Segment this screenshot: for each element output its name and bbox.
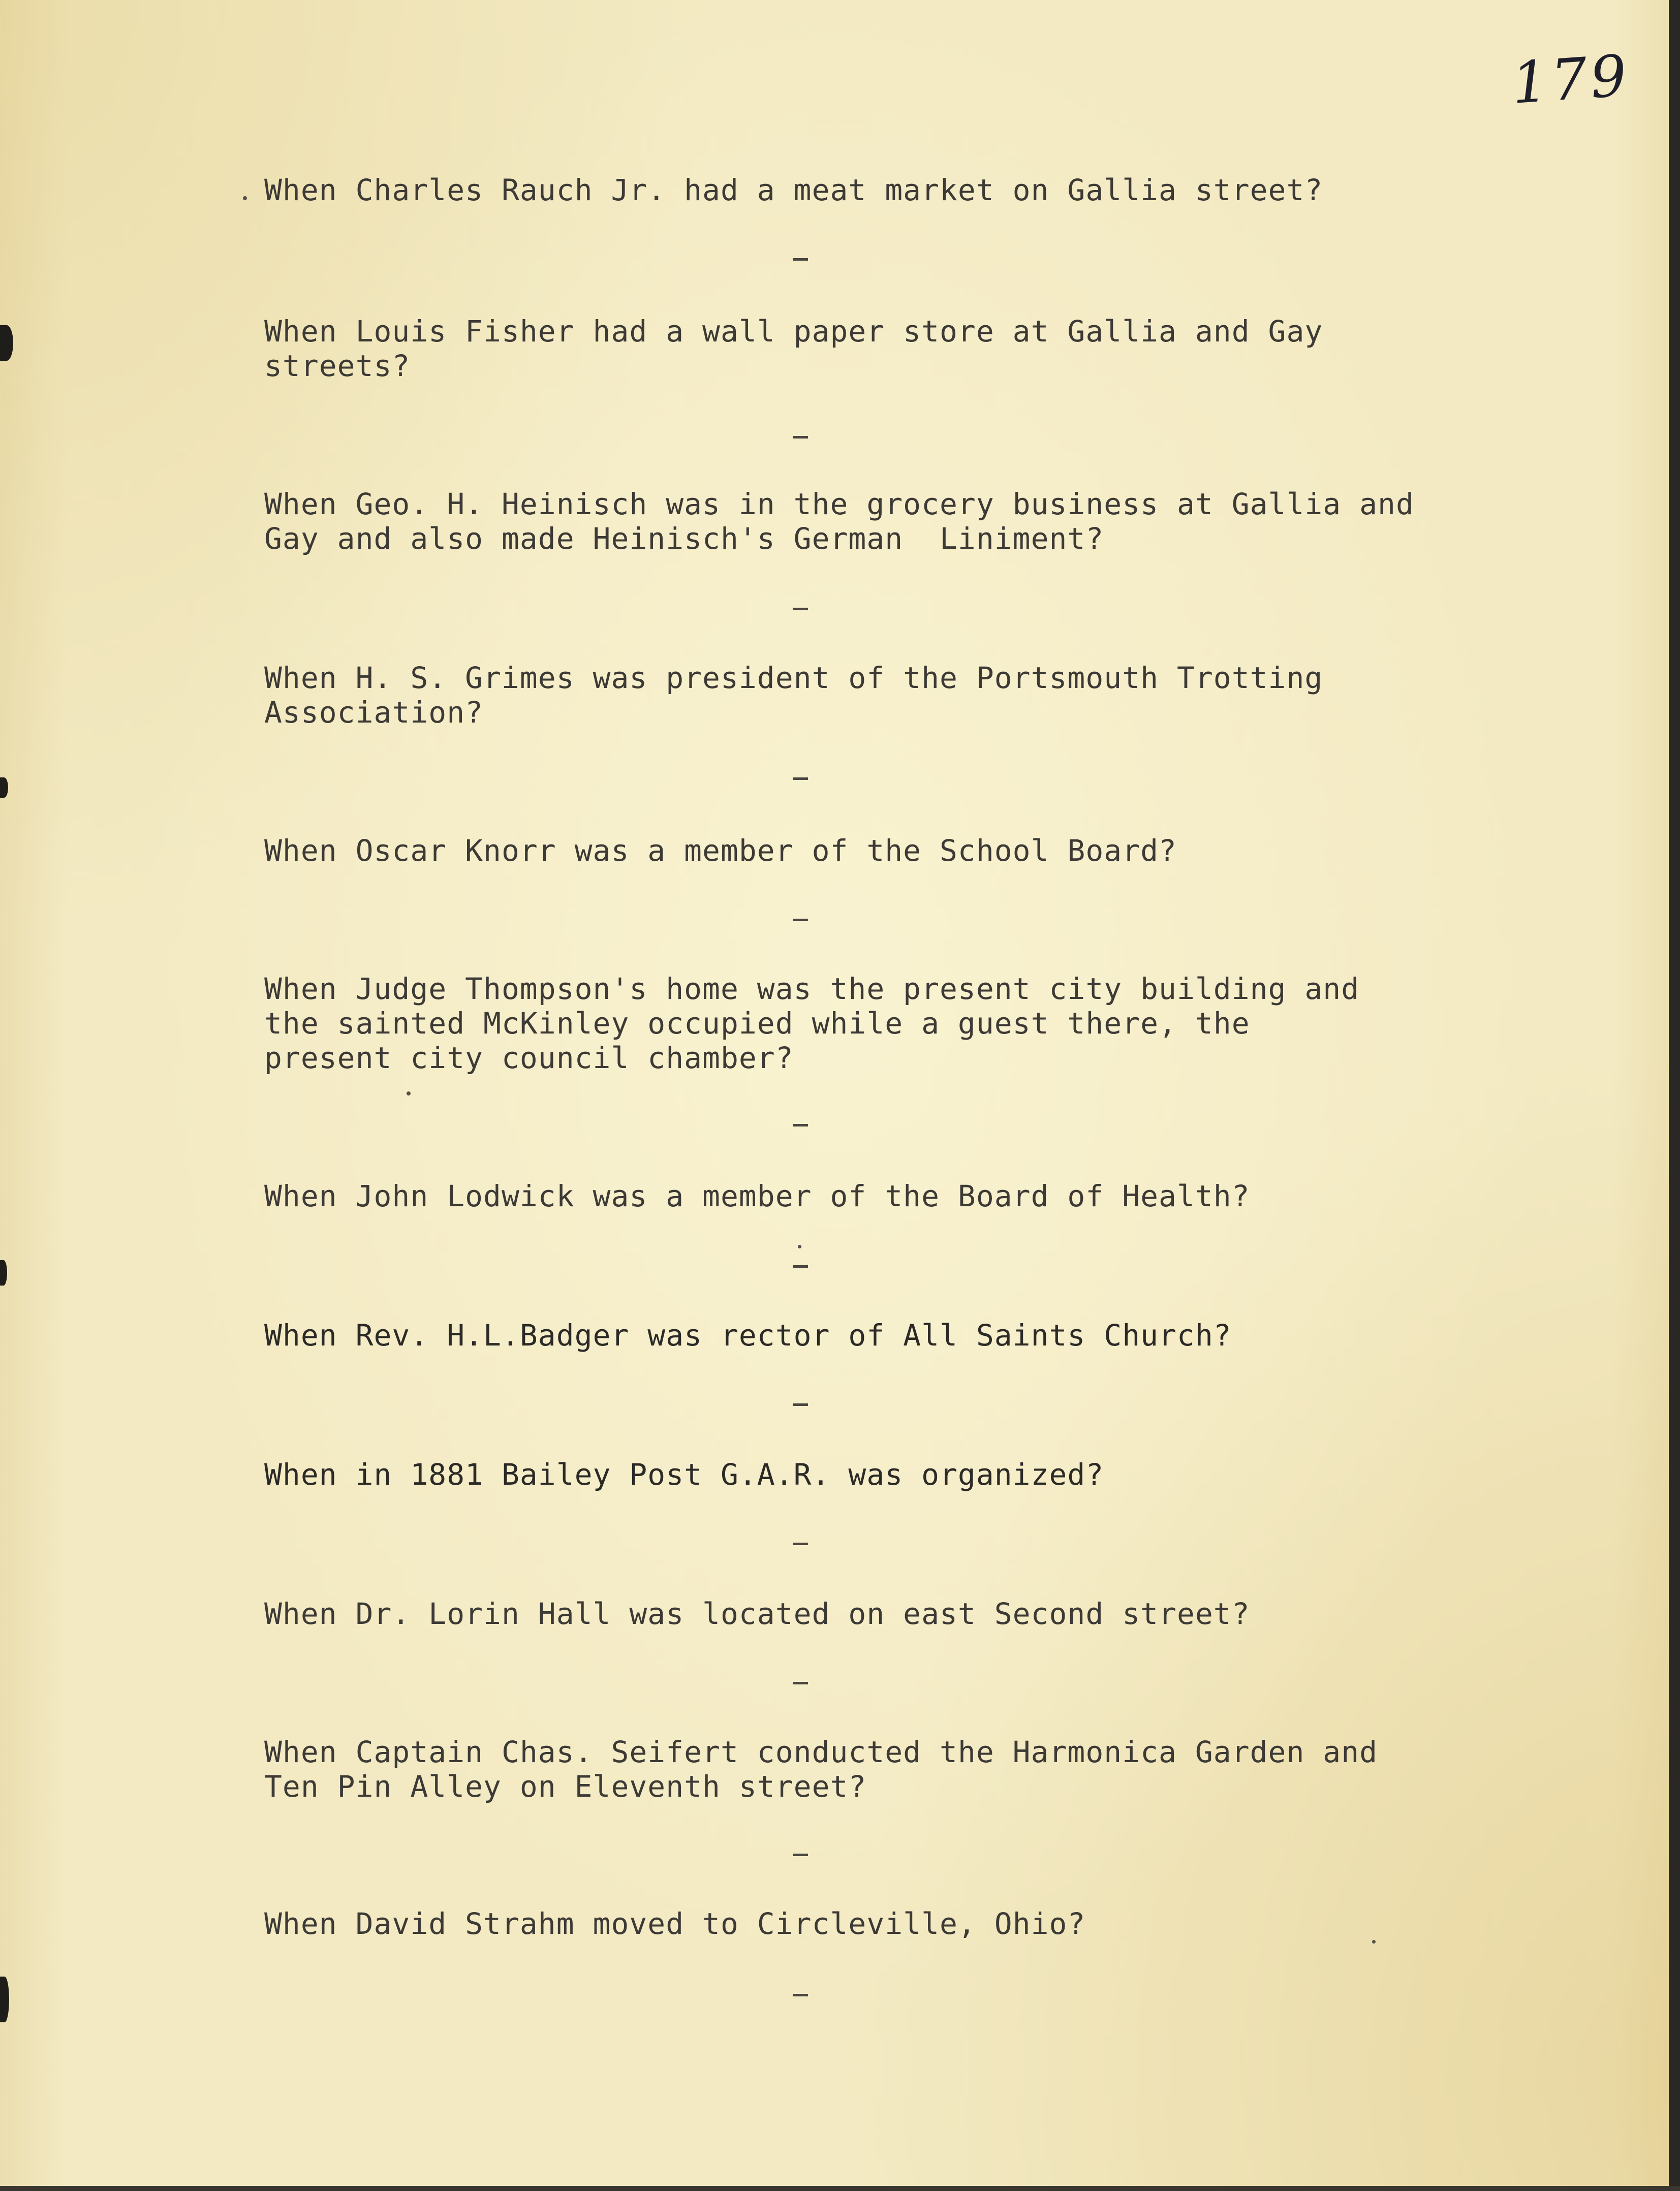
- ink-speck: [1372, 1940, 1376, 1944]
- question-entry: When Geo. H. Heinisch was in the grocery business at Gallia and Gay and also made Heinisch's German Liniment?: [264, 487, 1414, 556]
- separator-dash: [793, 1403, 808, 1406]
- separator-dash: [793, 1854, 808, 1856]
- separator-dash: [793, 1543, 808, 1545]
- separator-dash: [793, 1994, 808, 1996]
- question-entry: When H. S. Grimes was president of the Portsmouth Trotting Association?: [264, 661, 1323, 730]
- torn-edge-notch: [0, 1260, 7, 1286]
- question-entry: When John Lodwick was a member of the Board of Health?: [264, 1179, 1250, 1213]
- question-entry: When Charles Rauch Jr. had a meat market on Gallia street?: [264, 173, 1323, 207]
- torn-edge-notch: [0, 1977, 9, 2022]
- ink-speck: [407, 1091, 411, 1096]
- ink-speck: [798, 1245, 801, 1248]
- separator-dash: [793, 608, 808, 610]
- separator-dash: [793, 436, 808, 439]
- torn-edge-notch: [0, 777, 8, 798]
- question-entry: When Rev. H.L.Badger was rector of All Saints Church?: [264, 1318, 1232, 1353]
- separator-dash: [793, 1124, 808, 1126]
- question-entry: When Louis Fisher had a wall paper store at Gallia and Gay streets?: [264, 314, 1323, 383]
- question-entry: When Captain Chas. Seifert conducted the Harmonica Garden and Ten Pin Alley on Eleventh street?: [264, 1735, 1378, 1804]
- handwritten-page-number: 179: [1509, 43, 1632, 117]
- question-entry: When Oscar Knorr was a member of the School Board?: [264, 833, 1177, 868]
- separator-dash: [793, 919, 808, 921]
- question-entry: When in 1881 Bailey Post G.A.R. was organized?: [264, 1457, 1104, 1492]
- question-entry: When Dr. Lorin Hall was located on east Second street?: [264, 1597, 1250, 1631]
- question-entry: When David Strahm moved to Circleville, Ohio?: [264, 1906, 1086, 1941]
- separator-dash: [793, 777, 808, 780]
- bullet-speck: [243, 196, 247, 200]
- torn-edge-notch: [0, 325, 13, 361]
- scan-edge-bottom: [0, 2186, 1680, 2191]
- scan-edge-right: [1669, 0, 1680, 2191]
- separator-dash: [793, 258, 808, 261]
- question-entry: When Judge Thompson's home was the present city building and the sainted McKinley occupied while a guest there, the present city council chamber?: [264, 972, 1360, 1075]
- separator-dash: [793, 1682, 808, 1684]
- separator-dash: [793, 1265, 808, 1268]
